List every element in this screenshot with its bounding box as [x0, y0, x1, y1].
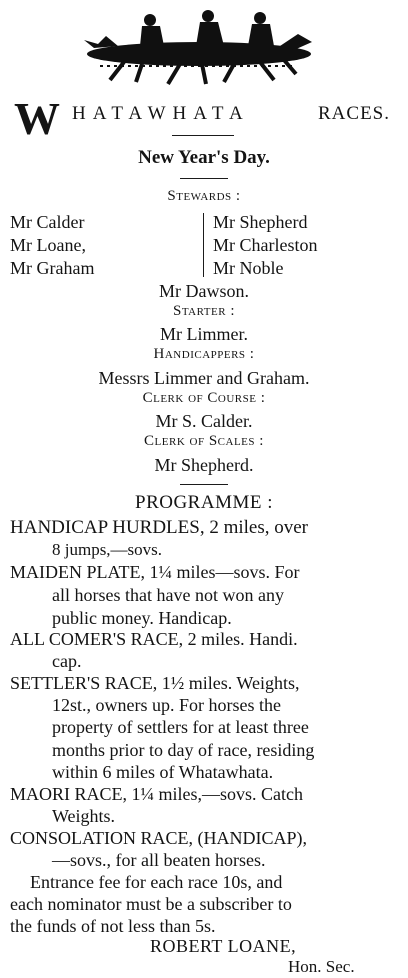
- handicappers-name: Messrs Limmer and Graham.: [98, 368, 310, 388]
- programme-line: MAORI RACE, 1¼ miles,—sovs. Catch: [10, 784, 304, 804]
- programme-line: all horses that have not won any: [52, 585, 284, 605]
- clerk-course-heading: Clerk of Course :: [142, 390, 266, 406]
- programme-line: CONSOLATION RACE, (HANDICAP),: [10, 828, 307, 848]
- programme-line: SETTLER'S RACE, 1½ miles. Weights,: [10, 673, 300, 693]
- programme-line: property of settlers for at least three: [52, 717, 309, 737]
- programme-line: public money. Handicap.: [52, 608, 232, 628]
- steward-right: Mr Noble: [213, 258, 284, 278]
- signature-title: Hon. Sec.: [288, 957, 355, 976]
- starter-heading: Starter :: [173, 303, 235, 319]
- steward-right: Mr Charleston: [213, 235, 318, 255]
- clerk-course-name: Mr S. Calder.: [155, 411, 253, 431]
- programme-line: MAIDEN PLATE, 1¼ miles—sovs. For: [10, 562, 300, 582]
- steward-left: Mr Calder: [10, 212, 85, 232]
- footer-line: Entrance fee for each race 10s, and: [30, 872, 283, 892]
- programme-line: within 6 miles of Whatawhata.: [52, 762, 274, 782]
- steward-right: Mr Shepherd: [213, 212, 308, 232]
- programme-heading: PROGRAMME :: [135, 492, 273, 513]
- subtitle: New Year's Day.: [138, 147, 270, 168]
- programme-line: cap.: [52, 651, 82, 671]
- racehorse-woodcut: [84, 6, 314, 86]
- divider: [172, 135, 234, 136]
- stewards-heading: Stewards :: [167, 188, 241, 204]
- divider: [180, 484, 228, 485]
- title-drop-cap: W: [14, 93, 60, 144]
- clerk-scales-name: Mr Shepherd.: [154, 455, 254, 475]
- programme-line: months prior to day of race, residing: [52, 740, 315, 760]
- programme-line: ALL COMER'S RACE, 2 miles. Handi.: [10, 629, 298, 649]
- programme-line: 12st., owners up. For horses the: [52, 695, 281, 715]
- programme-line: 8 jumps,—sovs.: [52, 540, 163, 559]
- signature: ROBERT LOANE,: [150, 936, 297, 956]
- clerk-scales-heading: Clerk of Scales :: [144, 433, 264, 449]
- handicappers-heading: Handicappers :: [153, 346, 255, 362]
- footer-line: the funds of not less than 5s.: [10, 916, 216, 936]
- title-races: RACES.: [318, 103, 390, 124]
- programme-line: Weights.: [52, 806, 116, 826]
- programme-line: HANDICAP HURDLES, 2 miles, over: [10, 517, 309, 538]
- column-separator: [203, 213, 204, 277]
- title-name: HATAWHATA: [72, 103, 250, 124]
- steward-extra: Mr Dawson.: [159, 281, 249, 301]
- footer-line: each nominator must be a subscriber to: [10, 894, 292, 914]
- steward-left: Mr Loane,: [10, 235, 86, 255]
- starter-name: Mr Limmer.: [160, 324, 248, 344]
- divider: [180, 178, 228, 179]
- steward-left: Mr Graham: [10, 258, 95, 278]
- programme-line: —sovs., for all beaten horses.: [52, 850, 266, 870]
